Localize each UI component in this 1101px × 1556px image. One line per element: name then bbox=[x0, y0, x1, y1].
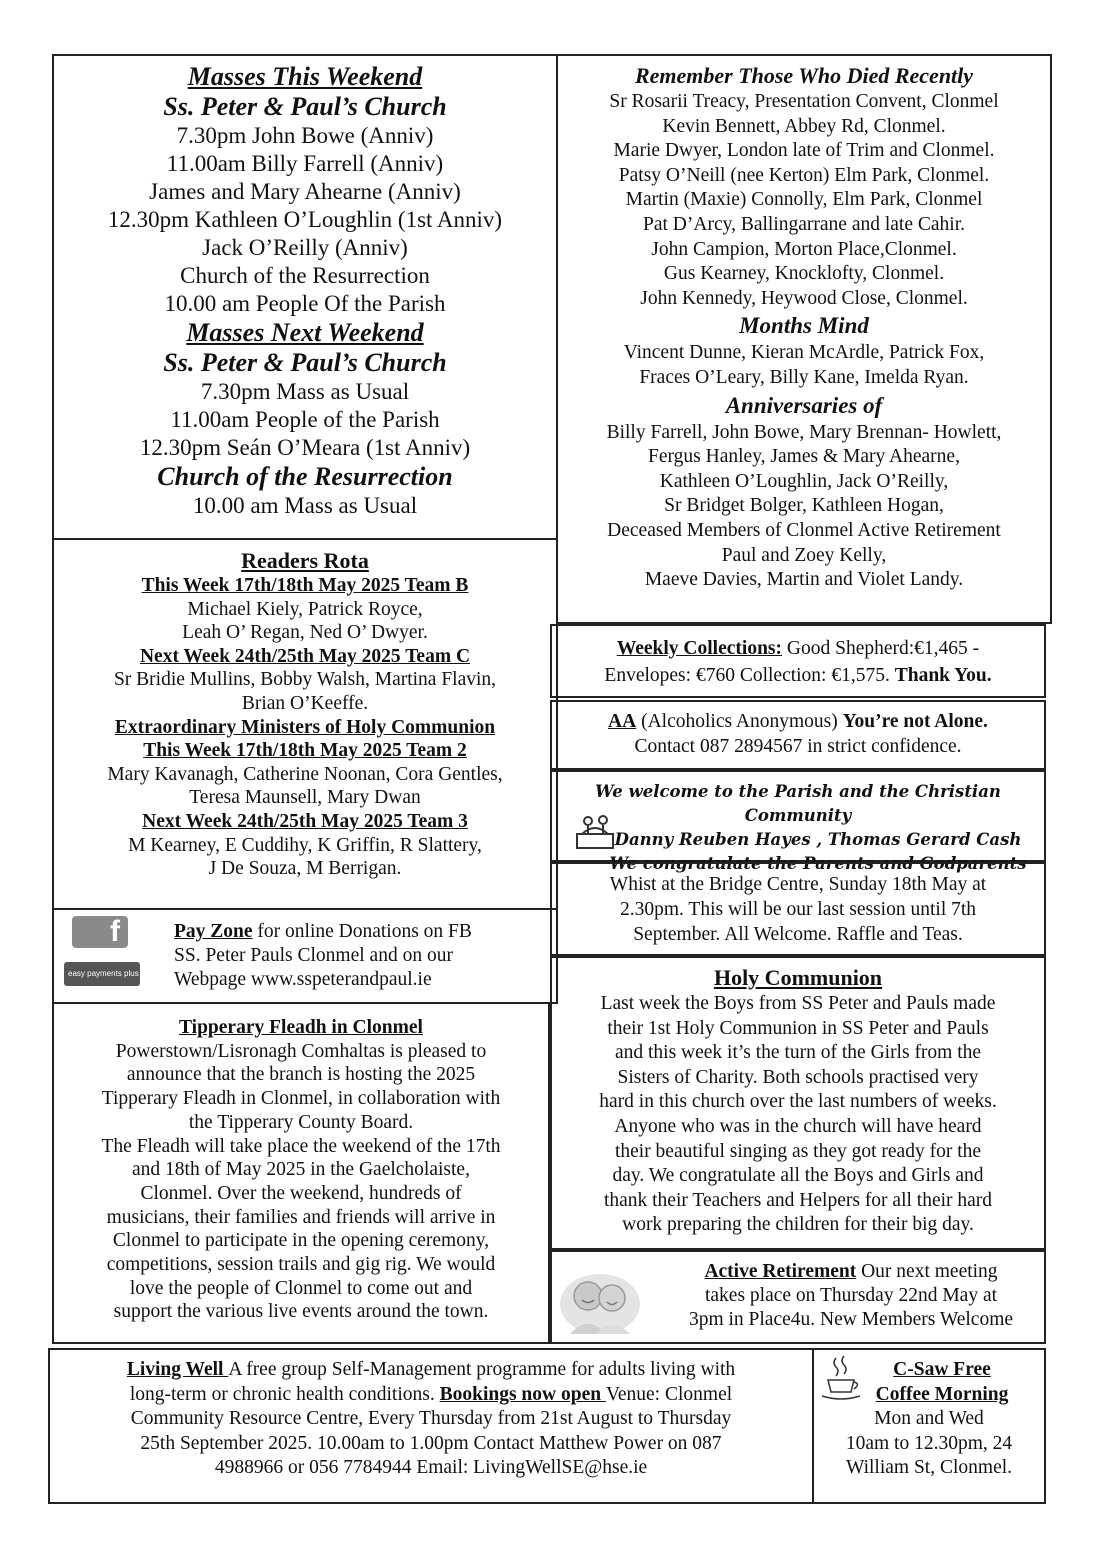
em-names: Teresa Maunsell, Mary Dwan bbox=[189, 787, 421, 809]
collections-line2 bbox=[552, 662, 1044, 689]
masses-next-church2: Church of the Resurrection bbox=[157, 462, 453, 491]
em-week2-heading: Next Week 24th/25th May 2025 Team 3 bbox=[142, 810, 468, 832]
masses-this-church2: Church of the Resurrection bbox=[180, 263, 430, 288]
payzone-line1-rest: for online Donations on FB bbox=[252, 921, 472, 942]
living-line2 bbox=[50, 1383, 812, 1408]
living-well-box bbox=[48, 1348, 814, 1504]
fleadh-line: musicians, their families and friends will arrive in bbox=[106, 1206, 496, 1228]
communion-line: work preparing the children for their big day. bbox=[622, 1214, 974, 1236]
reader-names: Michael Kiely, Patrick Royce, bbox=[187, 598, 423, 620]
anniv-line: Sr Bridget Bolger, Kathleen Hogan, bbox=[664, 495, 944, 517]
active-label: Active Retirement bbox=[704, 1261, 857, 1282]
living-line5: 4988966 or 056 7784944 Email: LivingWellSE@hse.ie bbox=[214, 1457, 648, 1479]
active-line1 bbox=[658, 1260, 1044, 1284]
payzone-label: Pay Zone bbox=[174, 921, 253, 942]
mass-line: 10.00 am People Of the Parish bbox=[164, 291, 446, 316]
collections-box bbox=[550, 624, 1046, 698]
mass-line: 12.30pm Kathleen O’Loughlin (1st Anniv) bbox=[107, 207, 503, 232]
mass-line: Jack O’Reilly (Anniv) bbox=[202, 235, 408, 260]
months-mind-line: Vincent Dunne, Kieran McArdle, Patrick Fox, bbox=[623, 342, 985, 364]
reader-names: Sr Bridie Mullins, Bobby Walsh, Martina Flavin, bbox=[113, 669, 497, 691]
readers-title: Readers Rota bbox=[241, 548, 369, 573]
reader-names: Leah O’ Regan, Ned O’ Dwyer. bbox=[182, 622, 428, 644]
fleadh-line: Tipperary Fleadh in Clonmel, in collaboration with bbox=[101, 1088, 501, 1110]
em-names: M Kearney, E Cuddihy, K Griffin, R Slattery, bbox=[128, 834, 482, 856]
fleadh-line: the Tipperary County Board. bbox=[188, 1111, 414, 1133]
baptism-font-icon bbox=[574, 812, 620, 852]
csaw-title1: C-Saw Free bbox=[893, 1359, 991, 1380]
mass-line: 7.30pm Mass as Usual bbox=[200, 379, 410, 404]
living-line2b: Venue: Clonmel bbox=[605, 1383, 733, 1405]
facebook-icon bbox=[72, 916, 128, 948]
whist-line: September. All Welcome. Raffle and Teas. bbox=[633, 924, 963, 945]
living-line1 bbox=[50, 1358, 812, 1383]
csaw-line: 10am to 12.30pm, 24 bbox=[845, 1432, 1013, 1454]
easy-payments-logo bbox=[64, 962, 140, 986]
em-heading: Extraordinary Ministers of Holy Communion bbox=[114, 716, 496, 738]
mass-line: 10.00 am Mass as Usual bbox=[192, 493, 418, 518]
fleadh-title: Tipperary Fleadh in Clonmel bbox=[179, 1017, 423, 1038]
payzone-box bbox=[52, 908, 558, 1004]
whist-line: Whist at the Bridge Centre, Sunday 18th May at bbox=[609, 874, 987, 895]
csaw-box bbox=[812, 1348, 1046, 1504]
communion-line: and this week it’s the turn of the Girls from the bbox=[614, 1042, 982, 1064]
whist-line: 2.30pm. This will be our last session until 7th bbox=[619, 899, 977, 920]
mass-line: 11.00am Billy Farrell (Anniv) bbox=[166, 151, 444, 176]
csaw-line: Mon and Wed bbox=[874, 1408, 984, 1430]
payzone-line2: SS. Peter Pauls Clonmel and on our bbox=[174, 945, 453, 966]
masses-this-title: Masses This Weekend bbox=[187, 62, 423, 91]
aa-label: AA bbox=[608, 711, 637, 732]
fleadh-line: Clonmel to participate in the opening ceremony, bbox=[112, 1230, 490, 1252]
welcome-line3: We congratulate the Parents and Godparents bbox=[609, 854, 1027, 873]
communion-line: their 1st Holy Communion in SS Peter and Pauls bbox=[607, 1017, 989, 1039]
fleadh-line: Clonmel. Over the weekend, hundreds of bbox=[140, 1182, 462, 1204]
payzone-line1 bbox=[174, 920, 556, 944]
collections-line1 bbox=[552, 635, 1044, 662]
remember-box bbox=[556, 54, 1052, 624]
aa-desc: (Alcoholics Anonymous) bbox=[636, 711, 843, 732]
communion-title: Holy Communion bbox=[713, 965, 883, 990]
masses-next-title: Masses Next Weekend bbox=[186, 318, 424, 347]
remember-name: Kevin Bennett, Abbey Rd, Clonmel. bbox=[662, 115, 946, 137]
reader-names: Brian O’Keeffe. bbox=[241, 692, 369, 714]
readers-box bbox=[52, 538, 558, 910]
masses-this-church1: Ss. Peter & Paul’s Church bbox=[163, 92, 447, 121]
remember-name: Sr Rosarii Treacy, Presentation Convent, Clonmel bbox=[609, 91, 999, 112]
fleadh-line: announce that the branch is hosting the 2025 bbox=[126, 1064, 476, 1086]
masses-box bbox=[52, 54, 558, 540]
anniv-line: Kathleen O’Loughlin, Jack O’Reilly, bbox=[659, 470, 949, 492]
living-line3: Community Resource Centre, Every Thursday from 21st August to Thursday bbox=[130, 1408, 732, 1430]
readers-week1-heading: This Week 17th/18th May 2025 Team B bbox=[141, 575, 469, 596]
csaw-line: William St, Clonmel. bbox=[845, 1457, 1013, 1479]
aa-contact: Contact 087 2894567 in strict confidence. bbox=[634, 736, 962, 757]
aa-not-alone: You’re not Alone. bbox=[842, 711, 988, 732]
fleadh-line: The Fleadh will take place the weekend of the 17th bbox=[101, 1135, 501, 1157]
months-mind-title: Months Mind bbox=[739, 313, 869, 339]
fleadh-box bbox=[52, 1002, 550, 1344]
remember-name: Patsy O’Neill (nee Kerton) Elm Park, Clonmel. bbox=[618, 164, 990, 186]
coffee-cup-icon bbox=[820, 1354, 864, 1400]
remember-name: Pat D’Arcy, Ballingarrane and late Cahir. bbox=[643, 213, 965, 235]
communion-box bbox=[550, 956, 1046, 1250]
readers-week2-heading: Next Week 24th/25th May 2025 Team C bbox=[139, 645, 471, 667]
remember-name: John Kennedy, Heywood Close, Clonmel. bbox=[640, 287, 968, 309]
months-mind-line: Fraces O’Leary, Billy Kane, Imelda Ryan. bbox=[639, 366, 969, 388]
active-line2: takes place on Thursday 22nd May at bbox=[704, 1285, 998, 1306]
living-label: Living Well bbox=[126, 1359, 229, 1380]
communion-line: thank their Teachers and Helpers for all their hard bbox=[603, 1189, 993, 1211]
anniversaries-title: Anniversaries of bbox=[725, 392, 883, 418]
collections-thanks: Thank You. bbox=[894, 665, 992, 686]
em-names: J De Souza, M Berrigan. bbox=[208, 858, 402, 880]
easy-payments-text: easy payments plus bbox=[68, 969, 139, 978]
anniv-line: Maeve Davies, Martin and Violet Landy. bbox=[644, 569, 964, 591]
living-line4: 25th September 2025. 10.00am to 1.00pm Contact Matthew Power on 087 bbox=[140, 1432, 722, 1454]
remember-title: Remember Those Who Died Recently bbox=[634, 63, 974, 88]
anniv-line: Deceased Members of Clonmel Active Retirement bbox=[607, 519, 1001, 541]
em-names: Mary Kavanagh, Catherine Noonan, Cora Gentles, bbox=[107, 763, 503, 785]
masses-next-church1: Ss. Peter & Paul’s Church bbox=[163, 348, 447, 377]
em-week1-heading: This Week 17th/18th May 2025 Team 2 bbox=[143, 740, 467, 762]
fleadh-line: support the various live events around the town. bbox=[113, 1301, 489, 1323]
collections-envelopes: Envelopes: €760 Collection: €1,575. bbox=[604, 665, 895, 686]
communion-line: Last week the Boys from SS Peter and Pauls made bbox=[600, 993, 996, 1014]
aa-box bbox=[550, 700, 1046, 770]
communion-line: Sisters of Charity. Both schools practised very bbox=[617, 1066, 979, 1088]
anniv-line: Billy Farrell, John Bowe, Mary Brennan- Howlett, bbox=[606, 421, 1002, 443]
active-line3: 3pm in Place4u. New Members Welcome bbox=[688, 1309, 1014, 1330]
communion-line: Anyone who was in the church will have heard bbox=[614, 1115, 982, 1137]
living-line1-rest: A free group Self-Management programme for adults living with bbox=[228, 1359, 736, 1380]
aa-line1 bbox=[552, 709, 1044, 734]
mass-line: 11.00am People of the Parish bbox=[170, 407, 440, 432]
mass-line: James and Mary Ahearne (Anniv) bbox=[149, 179, 461, 204]
collections-label: Weekly Collections: bbox=[616, 638, 783, 659]
anniv-line: Fergus Hanley, James & Mary Ahearne, bbox=[648, 446, 960, 468]
elderly-couple-icon bbox=[558, 1264, 642, 1336]
remember-name: John Campion, Morton Place,Clonmel. bbox=[651, 238, 957, 260]
communion-line: day. We congratulate all the Boys and Girls and bbox=[612, 1165, 984, 1187]
anniv-line: Paul and Zoey Kelly, bbox=[721, 544, 887, 566]
payzone-text bbox=[174, 920, 556, 992]
communion-line: their beautiful singing as they got ready for the bbox=[614, 1140, 982, 1162]
facebook-letter: f bbox=[110, 915, 120, 948]
fleadh-line: and 18th of May 2025 in the Gaelcholaiste, bbox=[132, 1159, 470, 1181]
active-line1-rest: Our next meeting bbox=[856, 1261, 998, 1282]
active-text bbox=[658, 1260, 1044, 1332]
csaw-title2: Coffee Morning bbox=[875, 1383, 1009, 1405]
fleadh-line: love the people of Clonmel to come out and bbox=[129, 1277, 473, 1299]
fleadh-line: competitions, session trails and gig rig. We would bbox=[106, 1254, 496, 1276]
whist-box bbox=[550, 862, 1046, 956]
living-bookings: Bookings now open bbox=[439, 1383, 606, 1405]
active-box bbox=[550, 1250, 1046, 1344]
collections-good-shepherd: Good Shepherd:€1,465 - bbox=[782, 638, 980, 659]
welcome-box bbox=[550, 770, 1046, 873]
mass-line: 7.30pm John Bowe (Anniv) bbox=[176, 123, 434, 148]
communion-line: hard in this church over the last numbers of weeks. bbox=[599, 1091, 997, 1113]
remember-name: Gus Kearney, Knocklofty, Clonmel. bbox=[663, 263, 945, 285]
welcome-line1: We welcome to the Parish and the Christian Community bbox=[595, 782, 1001, 825]
remember-name: Martin (Maxie) Connolly, Elm Park, Clonmel bbox=[625, 189, 983, 211]
remember-name: Marie Dwyer, London late of Trim and Clonmel. bbox=[613, 140, 995, 162]
welcome-names: Danny Reuben Hayes , Thomas Gerard Cash bbox=[614, 830, 1022, 849]
living-line2a: long-term or chronic health conditions. bbox=[129, 1383, 440, 1405]
fleadh-line: Powerstown/Lisronagh Comhaltas is pleased to bbox=[115, 1040, 487, 1062]
mass-line: 12.30pm Seán O’Meara (1st Anniv) bbox=[139, 435, 471, 460]
payzone-line3: Webpage www.sspeterandpaul.ie bbox=[174, 969, 432, 990]
